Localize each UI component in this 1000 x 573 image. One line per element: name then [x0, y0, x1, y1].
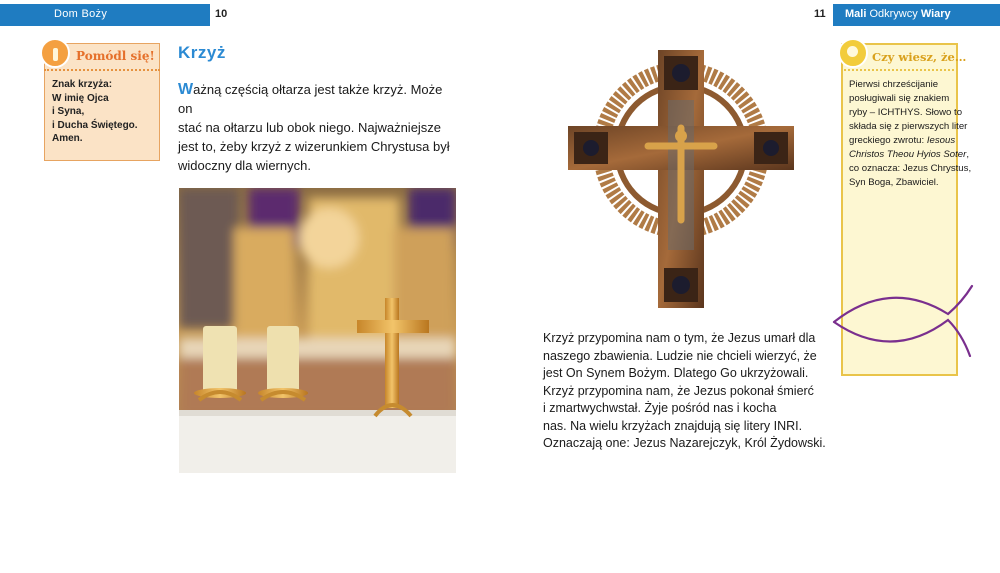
drop-letter: W: [178, 81, 194, 98]
prayer-line: W imię Ojca: [52, 92, 109, 104]
page-number-right: 11: [814, 8, 826, 20]
header-right-title: Mali Odkrywcy Wiary: [845, 8, 951, 20]
crucifix-image: [568, 50, 794, 308]
lightbulb-icon: [838, 38, 868, 68]
header-left-title: Dom Boży: [54, 8, 108, 20]
altar-photo: [179, 188, 456, 473]
page-number-left: 10: [215, 8, 228, 20]
prayer-line: Amen.: [52, 133, 83, 144]
prayer-text: [52, 78, 156, 146]
main-paragraph: Krzyż przypomina nam o tym, że Jezus umarł dla naszego zbawienia. Ludzie nie chcieli wierzyć, że jest On Synem Bożym. Dlatego Go ukrzyżowali. Krzyż przypomina nam, że Jezus pokonał śmierć i zmartwychwstał. Żyje pośród nas i kocha nas. Na wielu krzyżach znajdują się litery INRI. Oznaczają one: Jezus Nazarejczyk, Król Żydowski.: [543, 331, 826, 450]
prayer-line: Znak krzyża:: [52, 79, 113, 90]
candle-icon: [40, 38, 70, 68]
did-you-know-title: Czy wiesz, że…: [872, 50, 967, 64]
prayer-box-title: Pomódl się!: [76, 49, 155, 63]
intro-paragraph: Ważną częścią ołtarza jest także krzyż. Może on stać na ołtarzu lub obok niego. Najważniejsze jest to, żeby krzyż z wizerunkiem Chrystusa był widoczny dla wiernych.: [178, 81, 450, 173]
section-title: Krzyż: [178, 43, 226, 62]
prayer-line: i Ducha Świętego.: [52, 119, 138, 131]
fish-symbol-icon: [830, 282, 975, 357]
prayer-line: i Syna,: [52, 106, 85, 117]
did-you-know-text: Pierwsi chrześcijanie posługiwali się znakiem ryby – ICHTHYS. Słowo to składa się z pierwszych liter greckiego zwrotu: Iesous Christos Theou Hyios Soter, co oznacza: Jezus Chrystus, Syn Boga, Zbawiciel.: [849, 79, 972, 188]
